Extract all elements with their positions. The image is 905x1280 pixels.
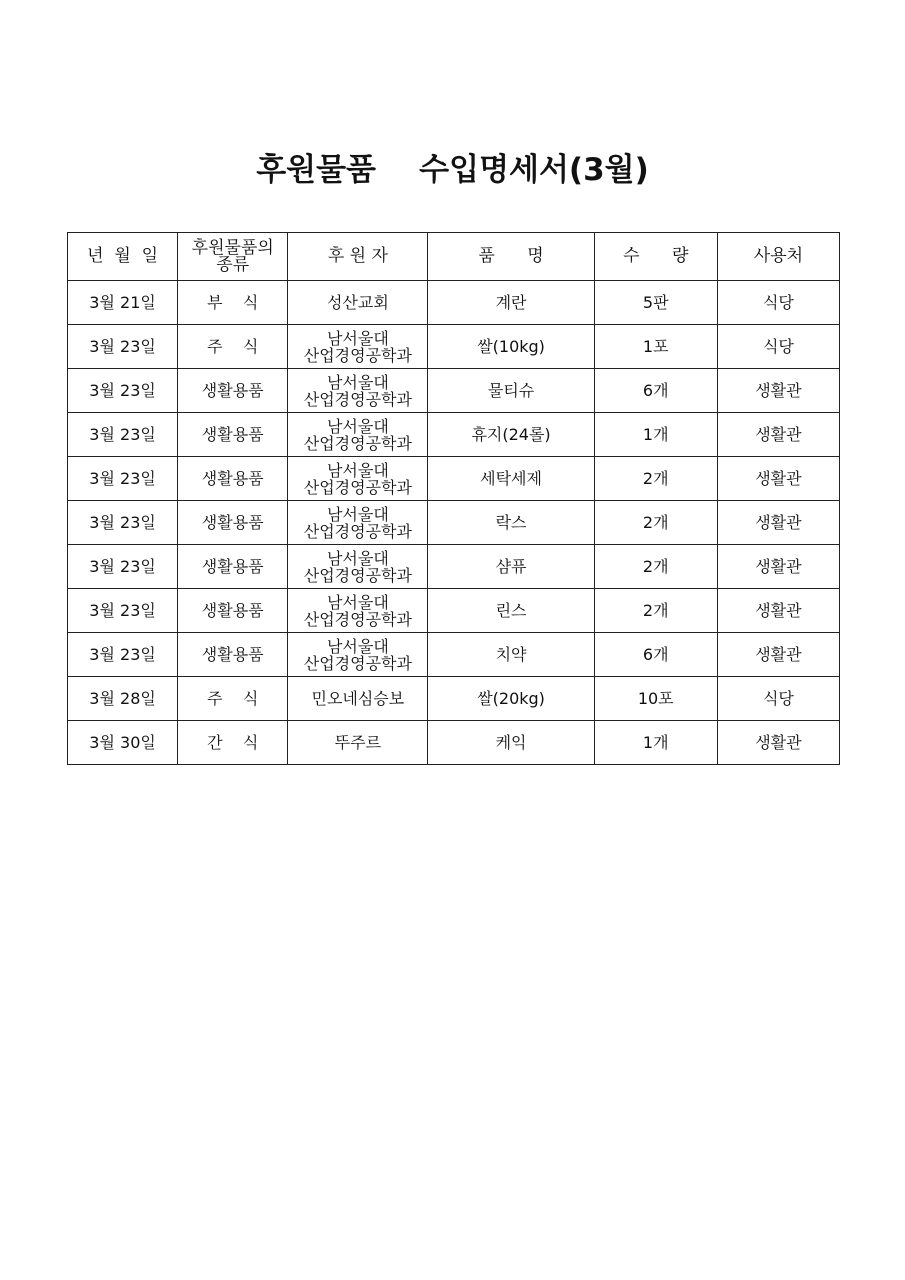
cell-quantity: 10포 bbox=[594, 677, 717, 721]
cell-date: 3월 28일 bbox=[68, 677, 178, 721]
table-row bbox=[68, 545, 840, 589]
cell-donor: 성산교회 bbox=[288, 281, 428, 325]
cell-donor: 남서울대 산업경영공학과 bbox=[288, 633, 428, 677]
cell-usage-place: 생활관 bbox=[717, 501, 839, 545]
cell-quantity: 1포 bbox=[594, 325, 717, 369]
cell-quantity: 2개 bbox=[594, 545, 717, 589]
cell-date: 3월 23일 bbox=[68, 633, 178, 677]
header-usage-place: 사용처 bbox=[717, 233, 839, 281]
cell-donor: 민오네심승보 bbox=[288, 677, 428, 721]
table-header-row bbox=[68, 233, 840, 281]
cell-item-type: 생활용품 bbox=[178, 501, 288, 545]
table-row bbox=[68, 633, 840, 677]
table-row bbox=[68, 501, 840, 545]
cell-item-name: 계란 bbox=[428, 281, 594, 325]
cell-usage-place: 생활관 bbox=[717, 369, 839, 413]
cell-usage-place: 생활관 bbox=[717, 457, 839, 501]
cell-item-name: 치약 bbox=[428, 633, 594, 677]
cell-donor: 남서울대 산업경영공학과 bbox=[288, 457, 428, 501]
cell-quantity: 6개 bbox=[594, 633, 717, 677]
cell-usage-place: 생활관 bbox=[717, 633, 839, 677]
cell-item-type: 생활용품 bbox=[178, 457, 288, 501]
cell-item-name: 세탁세제 bbox=[428, 457, 594, 501]
header-item-name: 품 명 bbox=[428, 233, 594, 281]
cell-item-name: 쌀(20kg) bbox=[428, 677, 594, 721]
cell-item-type: 간 식 bbox=[178, 721, 288, 765]
cell-date: 3월 23일 bbox=[68, 325, 178, 369]
cell-donor: 남서울대 산업경영공학과 bbox=[288, 545, 428, 589]
cell-donor: 뚜주르 bbox=[288, 721, 428, 765]
cell-item-name: 샴퓨 bbox=[428, 545, 594, 589]
cell-item-name: 케익 bbox=[428, 721, 594, 765]
cell-date: 3월 21일 bbox=[68, 281, 178, 325]
cell-donor: 남서울대 산업경영공학과 bbox=[288, 413, 428, 457]
cell-donor: 남서울대 산업경영공학과 bbox=[288, 501, 428, 545]
cell-item-type: 생활용품 bbox=[178, 589, 288, 633]
cell-item-name: 휴지(24롤) bbox=[428, 413, 594, 457]
header-date: 년 월 일 bbox=[68, 233, 178, 281]
cell-item-type: 주 식 bbox=[178, 325, 288, 369]
table-row bbox=[68, 589, 840, 633]
donation-ledger-table bbox=[67, 232, 840, 765]
table-row bbox=[68, 325, 840, 369]
cell-item-name: 락스 bbox=[428, 501, 594, 545]
table-row bbox=[68, 369, 840, 413]
cell-date: 3월 30일 bbox=[68, 721, 178, 765]
cell-usage-place: 생활관 bbox=[717, 413, 839, 457]
table-row bbox=[68, 677, 840, 721]
cell-item-type: 부 식 bbox=[178, 281, 288, 325]
cell-item-type: 생활용품 bbox=[178, 545, 288, 589]
cell-usage-place: 생활관 bbox=[717, 589, 839, 633]
cell-date: 3월 23일 bbox=[68, 589, 178, 633]
cell-usage-place: 생활관 bbox=[717, 545, 839, 589]
cell-usage-place: 식당 bbox=[717, 677, 839, 721]
cell-item-name: 쌀(10kg) bbox=[428, 325, 594, 369]
table-row bbox=[68, 721, 840, 765]
cell-quantity: 2개 bbox=[594, 589, 717, 633]
cell-quantity: 6개 bbox=[594, 369, 717, 413]
table-row bbox=[68, 457, 840, 501]
cell-item-type: 생활용품 bbox=[178, 413, 288, 457]
cell-donor: 남서울대 산업경영공학과 bbox=[288, 369, 428, 413]
cell-quantity: 5판 bbox=[594, 281, 717, 325]
header-donor: 후 원 자 bbox=[288, 233, 428, 281]
cell-quantity: 1개 bbox=[594, 413, 717, 457]
cell-donor: 남서울대 산업경영공학과 bbox=[288, 325, 428, 369]
cell-donor: 남서울대 산업경영공학과 bbox=[288, 589, 428, 633]
cell-date: 3월 23일 bbox=[68, 369, 178, 413]
cell-quantity: 1개 bbox=[594, 721, 717, 765]
cell-item-name: 물티슈 bbox=[428, 369, 594, 413]
cell-date: 3월 23일 bbox=[68, 545, 178, 589]
header-item-type: 후원물품의 종류 bbox=[178, 233, 288, 281]
cell-usage-place: 생활관 bbox=[717, 721, 839, 765]
cell-item-type: 주 식 bbox=[178, 677, 288, 721]
cell-date: 3월 23일 bbox=[68, 413, 178, 457]
header-quantity: 수 량 bbox=[594, 233, 717, 281]
cell-date: 3월 23일 bbox=[68, 457, 178, 501]
table-row bbox=[68, 413, 840, 457]
cell-date: 3월 23일 bbox=[68, 501, 178, 545]
table-row bbox=[68, 281, 840, 325]
cell-item-name: 린스 bbox=[428, 589, 594, 633]
cell-item-type: 생활용품 bbox=[178, 369, 288, 413]
cell-quantity: 2개 bbox=[594, 501, 717, 545]
cell-item-type: 생활용품 bbox=[178, 633, 288, 677]
cell-quantity: 2개 bbox=[594, 457, 717, 501]
cell-usage-place: 식당 bbox=[717, 281, 839, 325]
cell-usage-place: 식당 bbox=[717, 325, 839, 369]
page-title: 후원물품 수입명세서(3월) bbox=[256, 152, 649, 188]
